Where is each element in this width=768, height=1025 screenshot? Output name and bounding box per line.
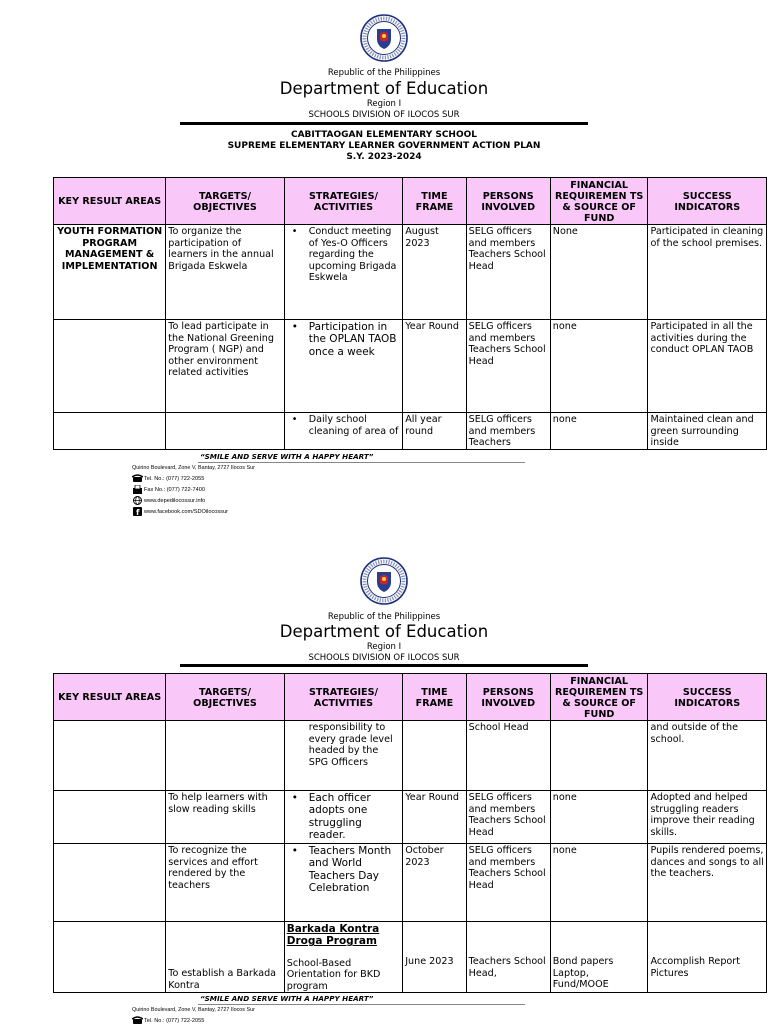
success-cell: Pupils rendered poems, dances and songs to all the teachers. bbox=[648, 844, 767, 922]
school-name: CABITTAOGAN ELEMENTARY SCHOOL bbox=[290, 130, 478, 140]
fund-cell: none bbox=[550, 844, 648, 922]
letterhead-divider bbox=[180, 664, 588, 667]
time-cell bbox=[403, 721, 466, 791]
strategy-bullet: • Teachers Month and World Teachers Day Celebration bbox=[287, 845, 400, 895]
kra-cell bbox=[54, 844, 166, 922]
success-cell: and outside of the school. bbox=[648, 721, 767, 791]
header-targets: TARGETS/ OBJECTIVES bbox=[166, 178, 284, 225]
header-kra: KEY RESULT AREAS bbox=[54, 178, 166, 225]
fund-cell: None bbox=[550, 225, 648, 320]
persons-text: Teachers School Head, bbox=[468, 956, 546, 979]
footer-fb-text: www.facebook.com/SDOilocossur bbox=[144, 508, 228, 515]
table-row bbox=[54, 844, 767, 922]
target-cell: To help learners with slow reading skills bbox=[166, 791, 284, 844]
persons-cell bbox=[466, 922, 550, 993]
time-cell: October 2023 bbox=[403, 844, 466, 922]
plan-title: SUPREME ELEMENTARY LEARNER GOVERNMENT ACTION PLAN bbox=[227, 141, 541, 151]
target-cell: To recognize the services and effort rendered by the teachers bbox=[166, 844, 284, 922]
persons-cell: School Head bbox=[466, 721, 550, 791]
fund-cell bbox=[550, 922, 648, 993]
kra-cell bbox=[54, 791, 166, 844]
footer-address: Quirino Boulevard, Zone V, Bantay, 2727 Ilocos Sur bbox=[132, 1007, 255, 1013]
header-persons: PERSONS INVOLVED bbox=[466, 674, 550, 721]
kra-cell bbox=[54, 922, 166, 993]
strategy-cell bbox=[284, 791, 402, 844]
persons-cell: SELG officers and members Teachers School Head bbox=[466, 844, 550, 922]
strategy-spacer bbox=[287, 948, 400, 958]
success-cell: Participated in all the activities during the conduct OPLAN TAOB bbox=[648, 320, 767, 413]
persons-cell: SELG officers and members Teachers School Head bbox=[466, 320, 550, 413]
fund-cell: none bbox=[550, 320, 648, 413]
time-cell bbox=[403, 922, 466, 993]
strategy-bullet: • Daily school cleaning of area of bbox=[287, 414, 400, 446]
footer-fax-text: Fax No.: (077) 722-7400 bbox=[144, 486, 205, 493]
header-financial: FINANCIAL REQUIREMEN TS & SOURCE OF FUND bbox=[550, 178, 648, 225]
time-cell: Year Round bbox=[403, 791, 466, 844]
strategy-cell bbox=[284, 922, 402, 993]
footer-tel-text: Tel. No.: (077) 722-2055 bbox=[144, 1017, 205, 1024]
strategy-bullet: • Conduct meeting of Yes-O Officers regarding the upcoming Brigada Eskwela bbox=[287, 226, 400, 284]
header-strategies: STRATEGIES/ ACTIVITIES bbox=[284, 178, 402, 225]
footer-divider bbox=[198, 1004, 525, 1005]
republic-line: Republic of the Philippines bbox=[327, 68, 441, 78]
header-time: TIME FRAME bbox=[403, 178, 466, 225]
action-plan-table-page-2 bbox=[53, 673, 767, 993]
header-time: TIME FRAME bbox=[403, 674, 466, 721]
success-text: Accomplish Report Pictures bbox=[650, 956, 740, 979]
strategy-continued: responsibility to every grade level headed by the SPG Officers bbox=[308, 722, 393, 768]
target-cell bbox=[166, 922, 284, 993]
region-line: Region I bbox=[366, 642, 402, 652]
footer-motto: “SMILE AND SERVE WITH A HAPPY HEART” bbox=[200, 994, 374, 1003]
target-cell: To organize the participation of learners in the annual Brigada Eskwela bbox=[166, 225, 284, 320]
success-cell bbox=[648, 922, 767, 993]
success-cell: Participated in cleaning of the school premises. bbox=[648, 225, 767, 320]
footer-web-text: www.depedilocossur.info bbox=[144, 497, 206, 504]
fund-text: Bond papers Laptop, Fund/MOOE bbox=[552, 956, 614, 991]
fund-cell bbox=[550, 721, 648, 791]
target-text: To establish a Barkada Kontra bbox=[168, 968, 277, 991]
time-text: June 2023 bbox=[405, 956, 454, 968]
strategy-cell bbox=[284, 721, 402, 791]
table-row bbox=[54, 721, 767, 791]
header-kra: KEY RESULT AREAS bbox=[54, 674, 166, 721]
header-success: SUCCESS INDICATORS bbox=[648, 674, 767, 721]
target-cell bbox=[166, 721, 284, 791]
persons-cell: SELG officers and members Teachers School Head bbox=[466, 791, 550, 844]
header-financial: FINANCIAL REQUIREMEN TS & SOURCE OF FUND bbox=[550, 674, 648, 721]
table-row bbox=[54, 791, 767, 844]
success-cell: Adopted and helped struggling readers improve their reading skills. bbox=[648, 791, 767, 844]
time-cell: August 2023 bbox=[403, 225, 466, 320]
time-cell: Year Round bbox=[403, 320, 466, 413]
footer-motto: “SMILE AND SERVE WITH A HAPPY HEART” bbox=[200, 452, 374, 461]
republic-line: Republic of the Philippines bbox=[327, 612, 441, 622]
header-success: SUCCESS INDICATORS bbox=[648, 178, 767, 225]
school-year: S.Y. 2023-2024 bbox=[346, 152, 422, 162]
success-cell: Maintained clean and green surrounding inside bbox=[648, 413, 767, 450]
strategy-bullet: • Participation in the OPLAN TAOB once a week bbox=[287, 321, 400, 358]
kra-cell: YOUTH FORMATION PROGRAM MANAGEMENT & IMPLEMENTATION bbox=[54, 225, 166, 320]
fund-cell: none bbox=[550, 791, 648, 844]
header-strategies: STRATEGIES/ ACTIVITIES bbox=[284, 674, 402, 721]
svg-text:f: f bbox=[136, 508, 140, 516]
header-persons: PERSONS INVOLVED bbox=[466, 178, 550, 225]
time-cell: All year round bbox=[403, 413, 466, 450]
department-name: Department of Education bbox=[279, 622, 489, 641]
table-row bbox=[54, 922, 767, 993]
division-line: SCHOOLS DIVISION OF ILOCOS SUR bbox=[308, 653, 460, 663]
fund-cell: none bbox=[550, 413, 648, 450]
header-targets: TARGETS/ OBJECTIVES bbox=[166, 674, 284, 721]
region-line: Region I bbox=[366, 99, 402, 109]
strategy-bullet: • Each officer adopts one struggling reader. bbox=[287, 792, 400, 842]
target-cell: To lead participate in the National Greening Program ( NGP) and other environment related activities bbox=[166, 320, 284, 413]
footer-tel-text: Tel. No.: (077) 722-2055 bbox=[144, 475, 205, 482]
table-header-row bbox=[54, 674, 767, 721]
footer-address: Quirino Boulevard, Zone V, Bantay, 2727 Ilocos Sur bbox=[132, 465, 255, 471]
persons-cell: SELG officers and members Teachers bbox=[466, 413, 550, 450]
strategy-text: School-Based Orientation for BKD program bbox=[286, 957, 381, 992]
division-line: SCHOOLS DIVISION OF ILOCOS SUR bbox=[308, 110, 460, 120]
deped-seal-logo bbox=[360, 557, 408, 605]
persons-cell: SELG officers and members Teachers School Head bbox=[466, 225, 550, 320]
department-name: Department of Education bbox=[279, 79, 489, 98]
strategy-cell bbox=[284, 844, 402, 922]
kra-cell bbox=[54, 721, 166, 791]
strategy-heading: Barkada Kontra Droga Program bbox=[286, 923, 380, 948]
